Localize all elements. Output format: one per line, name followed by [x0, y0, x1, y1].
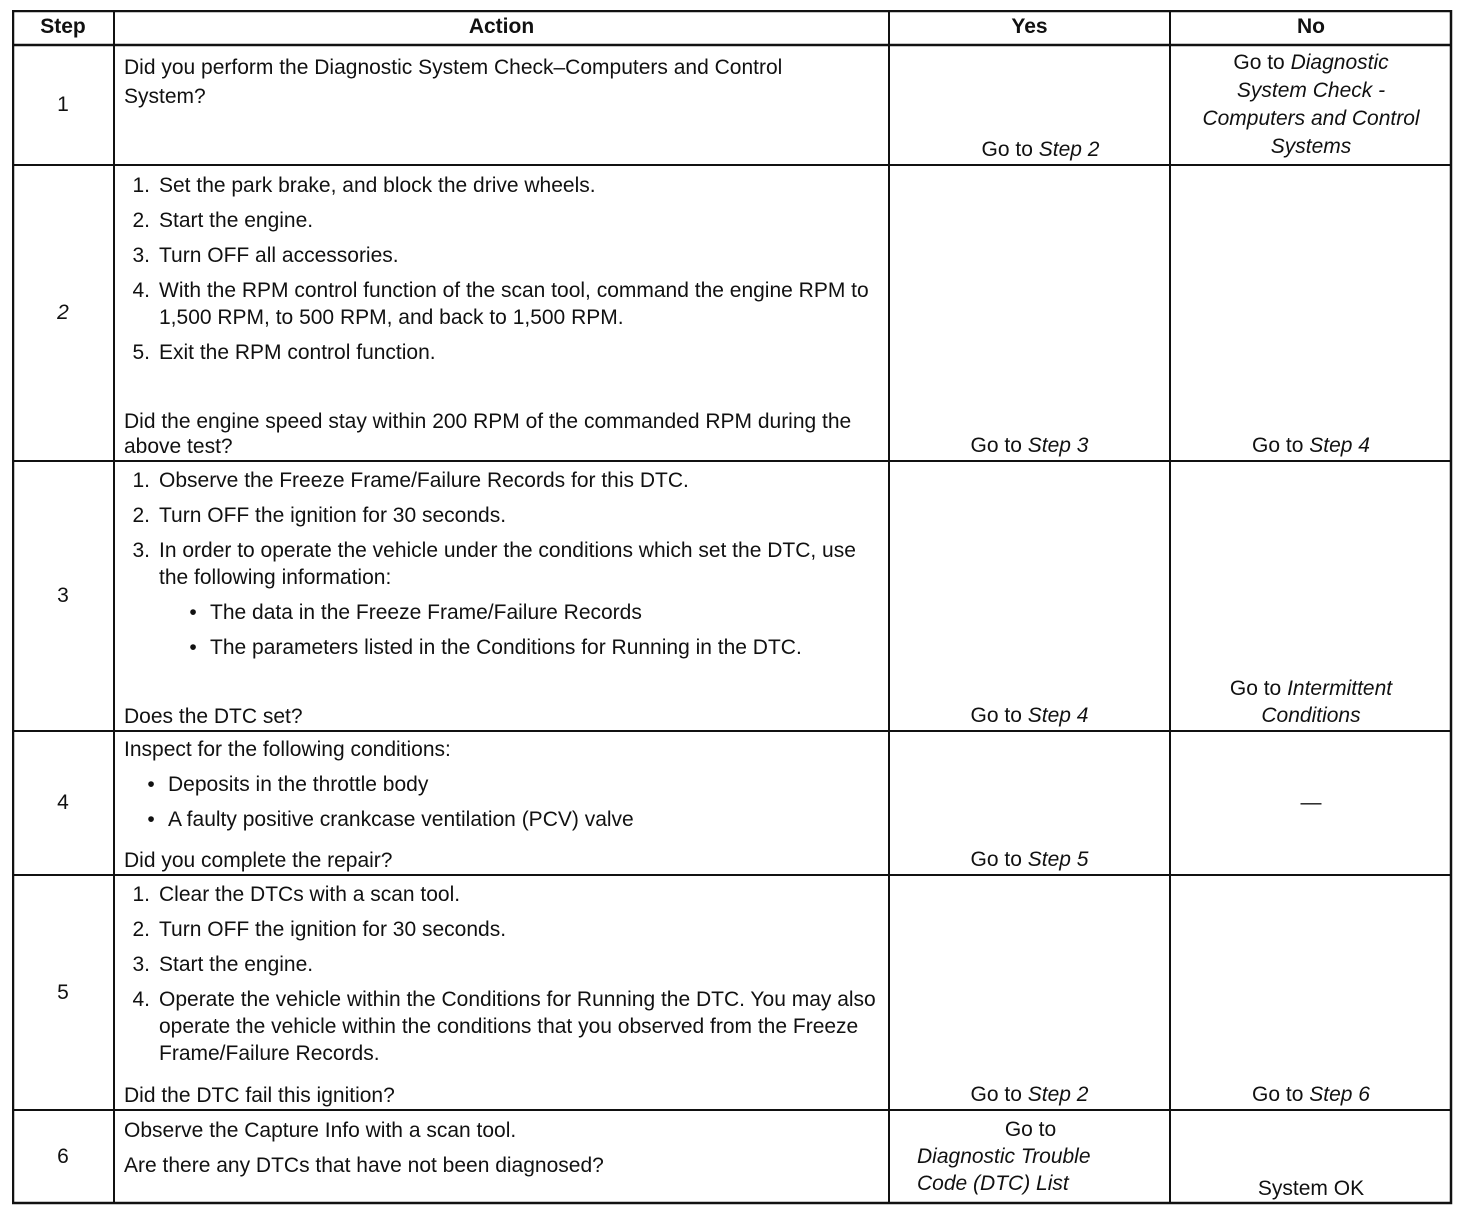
no-cell: [1170, 165, 1452, 461]
action-text: Did you perform the Diagnostic System Check–Computers and Control System?: [124, 56, 783, 108]
go-to-text: Go to: [1229, 677, 1282, 700]
list-item: 3. In order to operate the vehicle under the conditions which set the DTC, use the following information:: [132, 539, 856, 589]
action-steps-list: [124, 467, 879, 661]
bullet-list: [124, 771, 879, 833]
list-item: 1. Observe the Freeze Frame/Failure Records for this DTC.: [132, 469, 689, 492]
list-item: 2. Start the engine.: [132, 209, 314, 232]
yes-result: [889, 136, 1170, 163]
list-item: 3. Start the engine.: [132, 953, 314, 976]
no-result: [1170, 432, 1452, 459]
yes-target-link[interactable]: Step 2: [1027, 1083, 1089, 1106]
no-cell: [1170, 1110, 1452, 1204]
go-to-text: Go to: [970, 848, 1022, 871]
yes-target-link[interactable]: Step 3: [1027, 434, 1089, 457]
yes-result: [889, 846, 1170, 873]
yes-cell: [889, 461, 1170, 731]
list-item: 2. Turn OFF the ignition for 30 seconds.: [132, 504, 507, 527]
action-cell: [114, 1117, 889, 1204]
no-target-link[interactable]: Intermittent Conditions: [1261, 677, 1393, 727]
list-item: 2. Turn OFF the ignition for 30 seconds.: [132, 918, 507, 941]
yes-cell: [889, 731, 1170, 875]
go-to-text: Go to: [1004, 1118, 1057, 1141]
bullet-item: • A faulty positive crankcase ventilation (PCV) valve: [147, 808, 634, 831]
go-to-text: Go to: [970, 434, 1022, 457]
header-step: Step: [40, 15, 86, 38]
no-result: —: [1300, 791, 1322, 814]
step-number: 5: [57, 981, 69, 1004]
no-result: [1170, 675, 1452, 729]
action-question: Did the engine speed stay within 200 RPM of the commanded RPM during the above test?: [124, 410, 852, 458]
yes-cell: [889, 45, 1170, 165]
yes-result: [889, 1081, 1170, 1108]
header-action: Action: [468, 15, 535, 38]
bullet-item: • Deposits in the throttle body: [147, 773, 429, 796]
no-result: System OK: [1257, 1177, 1365, 1200]
diagnostic-table: [12, 10, 1453, 1205]
action-question: Did you complete the repair?: [124, 849, 393, 872]
yes-result: [889, 702, 1170, 729]
yes-target-link[interactable]: Step 4: [1027, 704, 1089, 727]
go-to-text: Go to: [970, 1083, 1022, 1106]
no-target-link[interactable]: Diagnostic System Check - Computers and Control Systems: [1202, 51, 1420, 158]
no-target-link[interactable]: Step 6: [1309, 1083, 1370, 1106]
yes-target-link[interactable]: Diagnostic Trouble Code (DTC) List: [917, 1145, 1091, 1195]
step-number: 4: [57, 791, 69, 814]
action-question: Did the DTC fail this ignition?: [124, 1084, 395, 1107]
step-number: 6: [57, 1145, 69, 1168]
go-to-text: Go to: [970, 704, 1022, 727]
action-cell: [114, 172, 889, 461]
yes-cell: [889, 165, 1170, 461]
bullet-item: • The data in the Freeze Frame/Failure Records: [189, 601, 642, 624]
yes-target-link[interactable]: Step 2: [1038, 138, 1100, 161]
action-cell: [114, 467, 889, 731]
step-number: 3: [57, 584, 69, 607]
list-item: 5. Exit the RPM control function.: [132, 341, 436, 364]
action-intro: Observe the Capture Info with a scan tool.: [124, 1119, 517, 1142]
action-question: Are there any DTCs that have not been diagnosed?: [124, 1154, 604, 1177]
header-no: No: [1297, 15, 1325, 38]
list-item: 4. With the RPM control function of the scan tool, command the engine RPM to 1,500 RPM, to 500 RPM, and back to 1,500 RPM.: [132, 279, 869, 329]
yes-result: [889, 432, 1170, 459]
no-result: [1170, 1081, 1452, 1108]
action-steps-list: [124, 172, 879, 366]
yes-result: [889, 1116, 1170, 1204]
no-result: [1170, 49, 1452, 165]
yes-cell: [889, 875, 1170, 1110]
step-number: 1: [57, 93, 69, 116]
list-item: 3. Turn OFF all accessories.: [132, 244, 399, 267]
bullet-item: • The parameters listed in the Conditions for Running in the DTC.: [189, 636, 802, 659]
no-cell: [1170, 875, 1452, 1110]
no-target-link[interactable]: Step 4: [1309, 434, 1370, 457]
list-item: 1. Set the park brake, and block the drive wheels.: [132, 174, 596, 197]
list-item: 1. Clear the DTCs with a scan tool.: [132, 883, 461, 906]
action-intro: Inspect for the following conditions:: [124, 738, 451, 761]
no-cell: [1170, 461, 1452, 731]
go-to-text: Go to: [1233, 51, 1285, 74]
list-item: 4. Operate the vehicle within the Conditions for Running the DTC. You may also operate the vehicle within the conditions that you observed from the Freeze Frame/Failure Records.: [132, 988, 876, 1065]
step-number: 2: [57, 301, 69, 324]
action-cell: [114, 736, 889, 875]
action-cell: [114, 881, 889, 1110]
header-yes: Yes: [1011, 15, 1048, 38]
go-to-text: Go to: [1252, 1083, 1304, 1106]
go-to-text: Go to: [1252, 434, 1304, 457]
action-question: Does the DTC set?: [124, 705, 303, 728]
action-steps-list: [124, 881, 879, 1067]
sub-bullet-list: [124, 599, 879, 661]
yes-target-link[interactable]: Step 5: [1027, 848, 1089, 871]
go-to-text: Go to: [981, 138, 1033, 161]
